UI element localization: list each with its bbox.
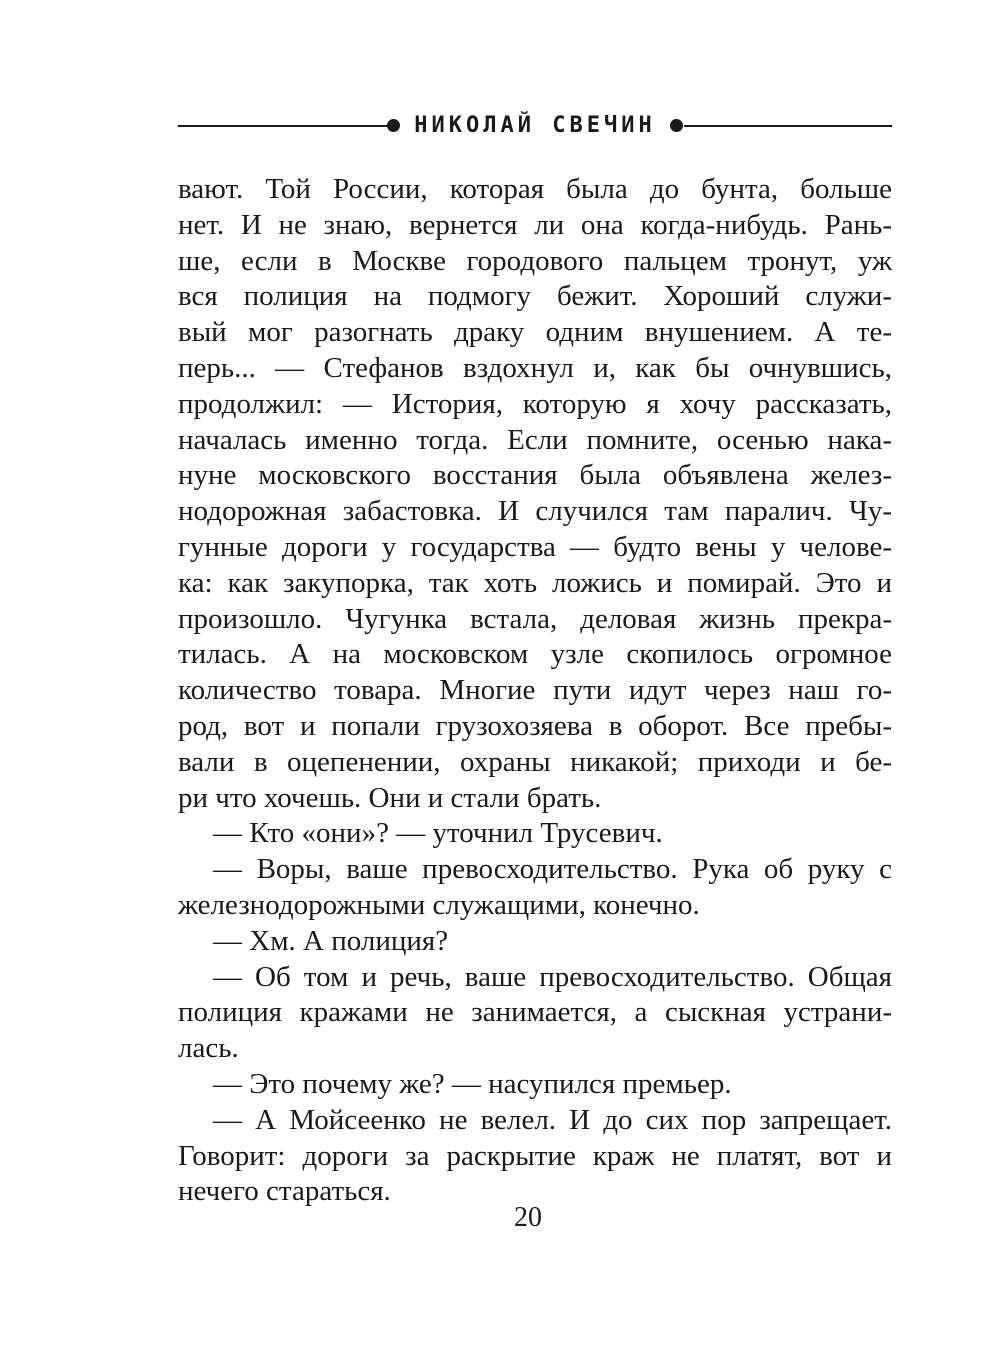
text-line: нуне московского восстания была объявлена желез-	[178, 459, 892, 492]
text-line: Говорит: дороги за раскрытие краж не платят, вот и	[178, 1139, 892, 1172]
text-line: нет. И не знаю, вернется ли она когда-нибудь. Рань-	[178, 208, 892, 241]
dialogue-line: — Хм. А полиция?	[213, 924, 449, 957]
page-body-text	[178, 172, 892, 1210]
text-line: ше, если в Москве городового пальцем тронут, уж	[178, 244, 892, 277]
text-line: перь... — Стефанов вздохнул и, как бы очнувшись,	[178, 351, 892, 384]
header-author-name: НИКОЛАЙ СВЕЧИН	[414, 113, 656, 138]
text-line: нечего стараться.	[178, 1175, 391, 1208]
text-line: вся полиция на подмогу бежит. Хороший служи-	[178, 280, 892, 313]
text-line: тилась. А на московском узле скопилось огромное	[178, 638, 892, 671]
header-rule-right	[684, 125, 892, 127]
text-line: ри что хочешь. Они и стали брать.	[178, 781, 602, 814]
text-line: вали в оцепенении, охраны никакой; приходи и бе-	[178, 745, 892, 778]
text-line: количество товара. Многие пути идут через наш го-	[178, 674, 892, 707]
text-line: лась.	[178, 1032, 239, 1065]
text-line: род, вот и попали грузохозяева в оборот. Все пребы-	[178, 709, 892, 742]
dialogue-line: — Это почему же? — насупился премьер.	[213, 1067, 732, 1100]
text-line: продолжил: — История, которую я хочу рассказать,	[178, 387, 892, 420]
dialogue-line: — Кто «они»? — уточнил Трусевич.	[213, 817, 663, 850]
text-line: железнодорожными служащими, конечно.	[178, 888, 700, 921]
text-line: нодорожная забастовка. И случился там паралич. Чу-	[178, 495, 892, 528]
dialogue-line: — Об том и речь, ваше превосходительство. Общая	[213, 960, 892, 993]
text-line: вают. Той России, которая была до бунта, больше	[178, 173, 892, 205]
text-line: полиция кражами не занимается, а сыскная устрани-	[178, 996, 892, 1029]
text-line: началась именно тогда. Если помните, осенью нака-	[178, 423, 892, 456]
header-ornament-dot-right	[670, 119, 683, 132]
page-number: 20	[514, 1202, 542, 1233]
text-line: ка: как закупорка, так хоть ложись и помирай. Это и	[178, 566, 892, 599]
dialogue-line: — А Мойсеенко не велел. И до сих пор запрещает.	[213, 1103, 892, 1136]
text-line: произошло. Чугунка встала, деловая жизнь прекра-	[178, 602, 892, 635]
dialogue-line: — Воры, ваше превосходительство. Рука об руку с	[213, 853, 892, 886]
text-line: вый мог разогнать драку одним внушением. А те-	[178, 316, 892, 349]
header-ornament-dot-left	[387, 119, 400, 132]
running-header	[178, 108, 892, 144]
header-rule-left	[178, 125, 390, 127]
text-line: гунные дороги у государства — будто вены у челове-	[178, 530, 892, 563]
